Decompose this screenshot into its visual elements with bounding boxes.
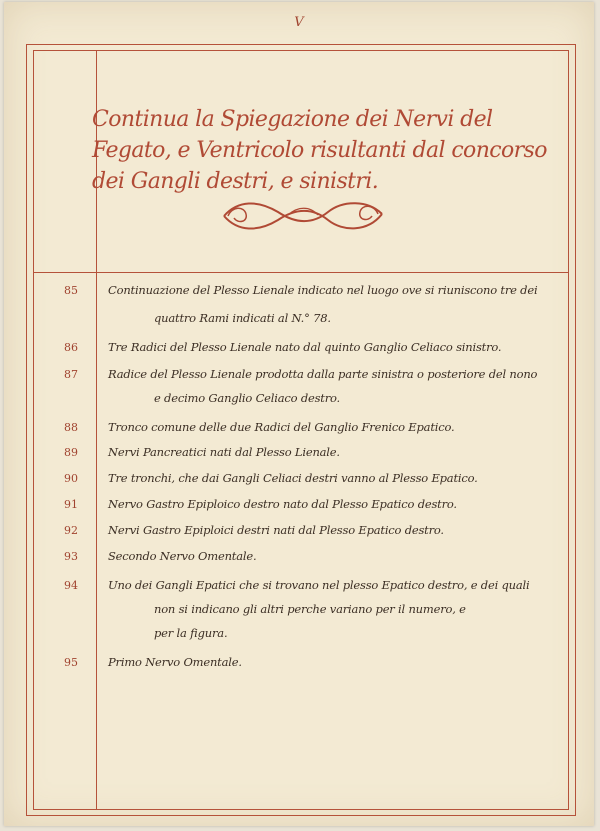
manuscript-page: [4, 2, 594, 826]
flourish-ornament: [218, 192, 388, 238]
entry-number: 88: [64, 421, 78, 434]
entry-number: 93: [64, 550, 78, 563]
entry-text: Continuazione del Plesso Lienale indicato nel luogo ove si riuniscono tre dei: [108, 283, 538, 297]
entry-text: Uno dei Gangli Epatici che si trovano nel plesso Epatico destro, e dei quali: [108, 578, 530, 592]
entry-continuation: e decimo Ganglio Celiaco destro.: [154, 391, 340, 405]
entry-continuation-2: per la figura.: [154, 626, 228, 640]
entry-number: 85: [64, 284, 78, 297]
entry-number: 86: [64, 341, 78, 354]
entry-number: 94: [64, 579, 78, 592]
entry-continuation: non si indicano gli altri perche variano per il numero, e: [154, 602, 466, 616]
entry-text: Tronco comune delle due Radici del Ganglio Frenico Epatico.: [108, 420, 455, 434]
entry-number: 92: [64, 524, 78, 537]
page-title: Continua la Spiegazione dei Nervi del Fegato, e Ventricolo risultanti dal concorso dei Gangli destri, e sinistri.: [92, 107, 547, 194]
entry-number: 89: [64, 446, 78, 459]
entry-text: Nervo Gastro Epiploico destro nato dal Plesso Epatico destro.: [108, 497, 457, 511]
entry-number: 90: [64, 472, 78, 485]
entry-number: 91: [64, 498, 78, 511]
entry-number: 95: [64, 656, 78, 669]
entry-text: Nervi Pancreatici nati dal Plesso Lienale.: [108, 445, 340, 459]
entry-text: Tre tronchi, che dai Gangli Celiaci destri vanno al Plesso Epatico.: [108, 471, 478, 485]
entry-text: Secondo Nervo Omentale.: [108, 549, 257, 563]
entry-text: Tre Radici del Plesso Lienale nato dal quinto Ganglio Celiaco sinistro.: [108, 340, 502, 354]
entry-text: Primo Nervo Omentale.: [108, 655, 242, 669]
entry-number: 87: [64, 368, 78, 381]
folio-number: V: [294, 15, 304, 30]
header-rule: [33, 272, 569, 273]
entry-text: Nervi Gastro Epiploici destri nati dal Plesso Epatico destro.: [108, 523, 444, 537]
entry-continuation: quattro Rami indicati al N.° 78.: [154, 311, 331, 325]
entry-text: Radice del Plesso Lienale prodotta dalla parte sinistra o posteriore del nono: [108, 367, 538, 381]
